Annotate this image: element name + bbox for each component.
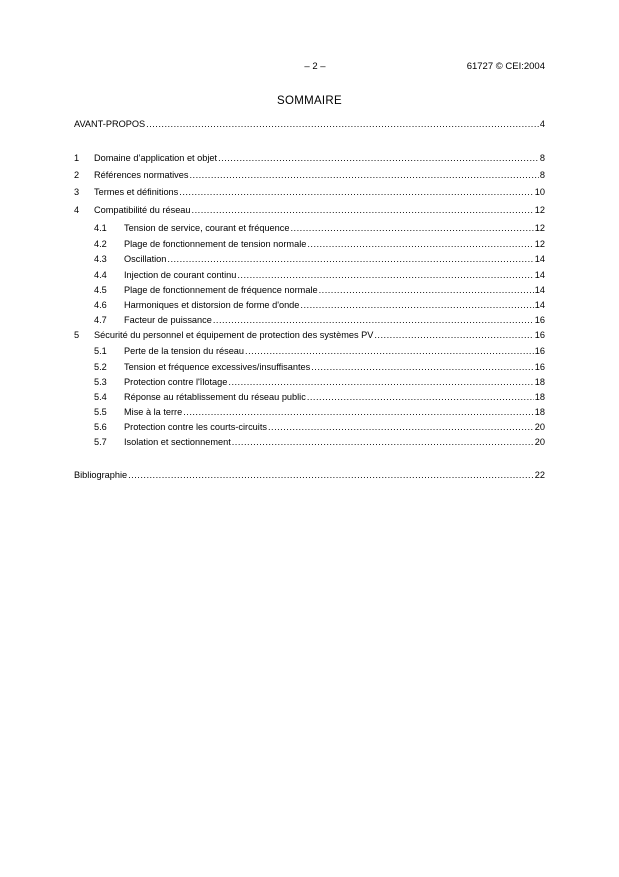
toc-entry-page: 12: [534, 205, 545, 215]
toc-entry-label: Oscillation: [124, 254, 167, 264]
dot-leader: [183, 405, 534, 419]
toc-entry-number: 5.5: [94, 407, 107, 417]
toc-entry-label: Perte de la tension du réseau: [124, 346, 245, 356]
toc-entry-number: 4.1: [94, 223, 107, 233]
toc-entry-page: 22: [534, 470, 545, 480]
dot-leader: [319, 283, 534, 297]
toc-entry-page: 20: [534, 437, 545, 447]
toc-entry-label: Bibliographie: [74, 470, 128, 480]
toc-entry-page: 16: [534, 330, 545, 340]
toc-entry-page: 4: [539, 119, 545, 129]
dot-leader: [290, 221, 533, 235]
dot-leader: [128, 468, 534, 482]
dot-leader: [307, 237, 533, 251]
toc-entry-3[interactable]: [74, 185, 545, 199]
toc-entry-4[interactable]: [74, 203, 545, 217]
toc-entry-number: 4: [74, 205, 80, 215]
toc-entry-5[interactable]: [74, 328, 545, 342]
toc-entry-number: 5.6: [94, 422, 107, 432]
dot-leader: [232, 435, 534, 449]
toc-entry-number: 4.7: [94, 315, 107, 325]
toc-entry-number: 5.4: [94, 392, 107, 402]
toc-entry-page: 20: [534, 422, 545, 432]
toc-entry-label: Tension de service, courant et fréquence: [124, 223, 290, 233]
dot-leader: [374, 328, 533, 342]
dot-leader: [192, 203, 534, 217]
toc-entry-label: Protection contre les courts-circuits: [124, 422, 267, 432]
toc-entry-label: Plage de fonctionnement de fréquence normale: [124, 285, 318, 295]
toc-entry-number: 3: [74, 187, 80, 197]
toc-entry-page: 12: [534, 239, 545, 249]
toc-entry-number: 4.3: [94, 254, 107, 264]
toc-entry-page: 16: [534, 362, 545, 372]
toc-entry-number: 4.2: [94, 239, 107, 249]
toc-entry-page: 14: [534, 270, 545, 280]
toc-entry-label: Compatibilité du réseau: [94, 205, 191, 215]
toc-entry-label: Réponse au rétablissement du réseau public: [124, 392, 306, 402]
toc-entry-number: 5.2: [94, 362, 107, 372]
toc-entry-5-2[interactable]: [74, 360, 545, 374]
toc-entry-avant-propos[interactable]: [74, 117, 545, 131]
dot-leader: [311, 360, 534, 374]
toc-entry-number: 4.5: [94, 285, 107, 295]
toc-entry-label: AVANT-PROPOS: [74, 119, 146, 129]
toc-entry-5-4[interactable]: [74, 390, 545, 404]
toc-entry-label: Domaine d’application et objet: [94, 153, 218, 163]
toc-entry-number: 5.1: [94, 346, 107, 356]
dot-leader: [237, 268, 533, 282]
toc-entry-5-1[interactable]: [74, 344, 545, 358]
dot-leader: [179, 185, 534, 199]
toc-entry-label: Termes et définitions: [94, 187, 179, 197]
toc-entry-5-5[interactable]: [74, 405, 545, 419]
toc-entry-label: Références normatives: [94, 170, 189, 180]
toc-entry-page: 8: [539, 153, 545, 163]
page-title: SOMMAIRE: [276, 95, 342, 107]
toc-entry-page: 18: [534, 377, 545, 387]
dot-leader: [213, 313, 534, 327]
toc-entry-label: Mise à la terre: [124, 407, 183, 417]
toc-entry-4-4[interactable]: [74, 268, 545, 282]
toc-entry-label: Injection de courant continu: [124, 270, 237, 280]
toc-entry-4-7[interactable]: [74, 313, 545, 327]
dot-leader: [268, 420, 534, 434]
toc-entry-number: 1: [74, 153, 80, 163]
dot-leader: [146, 117, 539, 131]
page-header: [0, 61, 619, 75]
toc-entry-4-3[interactable]: [74, 252, 545, 266]
toc-entry-label: Isolation et sectionnement: [124, 437, 231, 447]
toc-entry-number: 4.6: [94, 300, 107, 310]
dot-leader: [228, 375, 533, 389]
toc-entry-4-1[interactable]: [74, 221, 545, 235]
toc-entry-page: 18: [534, 392, 545, 402]
toc-entry-bibliographie[interactable]: [74, 468, 545, 482]
toc-entry-4-6[interactable]: [74, 298, 545, 312]
toc-entry-number: 5.7: [94, 437, 107, 447]
dot-leader: [245, 344, 534, 358]
toc-entry-page: 10: [534, 187, 545, 197]
toc-entry-number: 5: [74, 330, 80, 340]
toc-entry-5-3[interactable]: [74, 375, 545, 389]
toc-entry-label: Plage de fonctionnement de tension normale: [124, 239, 307, 249]
toc-entry-page: 14: [534, 285, 545, 295]
toc-entry-label: Protection contre l'îlotage: [124, 377, 228, 387]
toc-entry-5-7[interactable]: [74, 435, 545, 449]
toc-entry-page: 18: [534, 407, 545, 417]
toc-entry-number: 4.4: [94, 270, 107, 280]
toc-entry-4-2[interactable]: [74, 237, 545, 251]
toc-entry-4-5[interactable]: [74, 283, 545, 297]
toc-entry-page: 16: [534, 315, 545, 325]
toc-entry-5-6[interactable]: [74, 420, 545, 434]
toc-entry-label: Facteur de puissance: [124, 315, 212, 325]
standard-reference: 61727 © CEI:2004: [466, 61, 545, 72]
toc-entry-page: 16: [534, 346, 545, 356]
toc-entry-page: 14: [534, 254, 545, 264]
toc-entry-number: 2: [74, 170, 80, 180]
dot-leader: [167, 252, 533, 266]
toc-entry-label: Sécurité du personnel et équipement de protection des systèmes PV: [94, 330, 374, 340]
toc-entry-label: Harmoniques et distorsion de forme d'onde: [124, 300, 300, 310]
toc-entry-page: 12: [534, 223, 545, 233]
toc-entry-page: 14: [534, 300, 545, 310]
toc-entry-page: 8: [539, 170, 545, 180]
dot-leader: [189, 168, 538, 182]
toc-entry-number: 5.3: [94, 377, 107, 387]
toc-entry-2[interactable]: [74, 168, 545, 182]
toc-entry-1[interactable]: [74, 151, 545, 165]
toc-entry-label: Tension et fréquence excessives/insuffisantes: [124, 362, 311, 372]
page-number: – 2 –: [304, 61, 326, 72]
dot-leader: [300, 298, 533, 312]
dot-leader: [307, 390, 534, 404]
dot-leader: [218, 151, 539, 165]
